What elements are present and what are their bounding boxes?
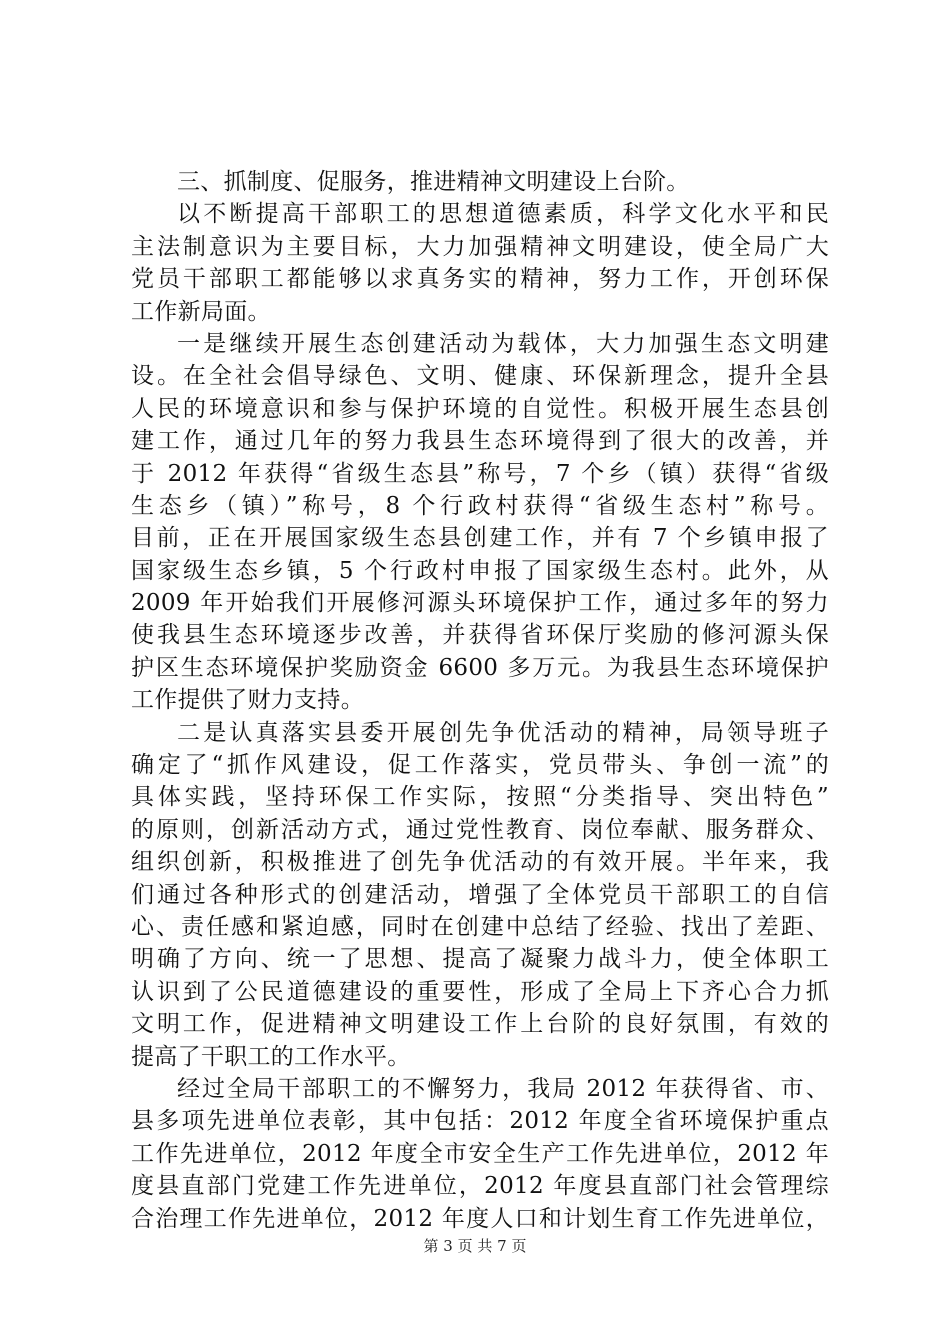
text-line: 文明工作，促进精神文明建设工作上台阶的良好氛围，有效的 (131, 1011, 829, 1038)
text-line: 县多项先进单位表彰，其中包括：2012 年度全省环境保护重点 (131, 1108, 829, 1135)
text-line: 工作新局面。 (131, 298, 271, 325)
text-line: 以不断提高干部职工的思想道德素质，科学文化水平和民 (177, 201, 829, 228)
text-line: 建工作，通过几年的努力我县生态环境得到了很大的改善，并 (131, 428, 829, 455)
section-heading (131, 166, 829, 198)
text-line: 主法制意识为主要目标，大力加强精神文明建设，使全局广大 (131, 233, 829, 260)
text-line: 度县直部门党建工作先进单位，2012 年度县直部门社会管理综 (131, 1173, 829, 1200)
text-line: 使我县生态环境逐步改善，并获得省环保厅奖励的修河源头保 (131, 622, 829, 649)
text-line: 生态乡（镇）”称号，8 个行政村获得“省级生态村”称号。 (131, 492, 829, 519)
text-line: 人民的环境意识和参与保护环境的自觉性。积极开展生态县创 (131, 395, 829, 422)
text-line: 二是认真落实县委开展创先争优活动的精神，局领导班子 (177, 719, 829, 746)
text-line: 于 2012 年获得“省级生态县”称号，7 个乡（镇）获得“省级 (131, 460, 829, 487)
document-body (131, 166, 829, 1235)
text-line: 确定了“抓作风建设，促工作落实，党员带头、争创一流”的 (131, 752, 829, 779)
text-line: 们通过各种形式的创建活动，增强了全体党员干部职工的自信 (131, 881, 829, 908)
text-line: 国家级生态乡镇，5 个行政村申报了国家级生态村。此外，从 (131, 557, 829, 584)
intro-paragraph (131, 198, 829, 328)
text-line: 心、责任感和紧迫感，同时在创建中总结了经验、找出了差距、 (131, 913, 829, 940)
text-line: 三、抓制度、促服务，推进精神文明建设上台阶。 (177, 169, 690, 195)
text-line: 党员干部职工都能够以求真务实的精神，努力工作，开创环保 (131, 266, 829, 293)
text-line: 一是继续开展生态创建活动为载体，大力加强生态文明建 (177, 330, 829, 357)
text-line: 工作先进单位，2012 年度全市安全生产工作先进单位，2012 年 (131, 1140, 829, 1167)
text-line: 的原则，创新活动方式，通过党性教育、岗位奉献、服务群众、 (131, 816, 829, 843)
text-line: 提高了干职工的工作水平。 (131, 1043, 411, 1070)
text-line: 设。在全社会倡导绿色、文明、健康、环保新理念，提升全县 (131, 363, 829, 390)
text-line: 合治理工作先进单位，2012 年度人口和计划生育工作先进单位， (131, 1205, 829, 1232)
text-line: 工作提供了财力支持。 (131, 687, 364, 714)
text-line: 组织创新，积极推进了创先争优活动的有效开展。半年来，我 (131, 849, 829, 876)
page-number-footer: 第 3 页 共 7 页 (423, 1237, 527, 1255)
point-two-paragraph (131, 717, 829, 1073)
point-one-paragraph (131, 328, 829, 717)
text-line: 2009 年开始我们开展修河源头环境保护工作，通过多年的努力 (131, 590, 829, 617)
text-line: 认识到了公民道德建设的重要性，形成了全局上下齐心合力抓 (131, 978, 829, 1005)
text-line: 具体实践，坚持环保工作实际，按照“分类指导、突出特色” (131, 784, 829, 811)
text-line: 护区生态环境保护奖励资金 6600 多万元。为我县生态环境保护 (131, 654, 829, 681)
text-line: 明确了方向、统一了思想、提高了凝聚力战斗力，使全体职工 (131, 946, 829, 973)
text-line: 目前，正在开展国家级生态县创建工作，并有 7 个乡镇申报了 (131, 525, 829, 552)
awards-paragraph (131, 1073, 829, 1235)
text-line: 经过全局干部职工的不懈努力，我局 2012 年获得省、市、 (177, 1075, 829, 1102)
